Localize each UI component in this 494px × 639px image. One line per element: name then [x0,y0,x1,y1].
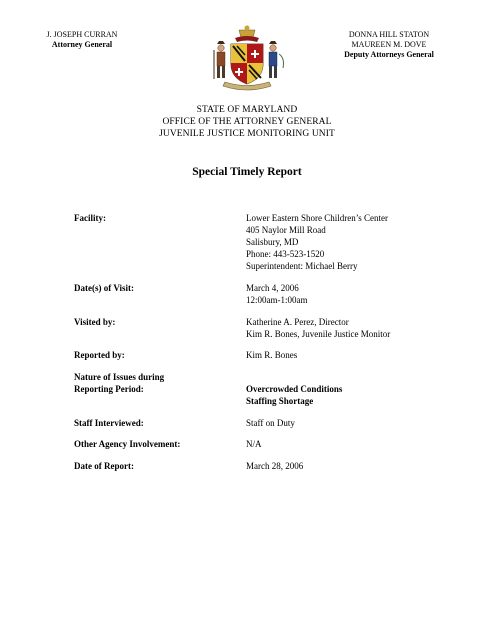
label-line: Reported by: [74,350,125,360]
value-line: Staff on Duty [246,418,295,428]
letterhead-right [314,30,464,60]
value-line: Kim R. Bones, Juvenile Justice Monitor [246,329,391,339]
value-line: March 4, 2006 [246,283,299,293]
deputy-title: Deputy Attorneys General [344,50,434,59]
label-line: Facility: [74,213,106,223]
value-line: March 28, 2006 [246,461,304,471]
field-label [74,212,234,224]
deputy-name-2: MAUREEN M. DOVE [351,40,427,49]
value-line: Lower Eastern Shore Children’s Center [246,213,388,223]
field-value [246,460,446,472]
label-line: Visited by: [74,317,116,327]
field-value [246,282,446,306]
field-label [74,349,234,361]
value-line: 405 Naylor Mill Road [246,225,326,235]
label-line: Reporting Period: [74,384,144,394]
office-line: OFFICE OF THE ATTORNEY GENERAL [162,117,332,127]
deputy-name-1: DONNA HILL STATON [348,30,430,39]
label-line: Date of Report: [74,461,134,471]
value-line: N/A [246,439,262,449]
label-line: Date(s) of Visit: [74,283,134,293]
office-line: STATE OF MARYLAND [196,105,298,115]
report-title: Special Timely Report [192,166,302,178]
field-label [74,316,234,328]
field-label [74,417,234,429]
value-line: 12:00am-1:00am [246,295,308,305]
field-label [74,282,234,294]
field-label [74,371,234,395]
field-value [246,438,446,450]
maryland-seal-icon [205,24,289,94]
office-line: JUVENILE JUSTICE MONITORING UNIT [159,129,335,139]
label-line: Other Agency Involvement: [74,439,181,449]
attorney-general-title: Attorney General [51,40,113,49]
attorney-general-name: J. JOSEPH CURRAN [46,30,118,39]
value-line: Katherine A. Perez, Director [246,317,349,327]
field-value [246,349,446,361]
field-value [246,212,446,272]
label-line: Staff Interviewed: [74,418,144,428]
value-line: Overcrowded Conditions [246,384,343,394]
value-line: Staffing Shortage [246,396,314,406]
value-line: Phone: 443-523-1520 [246,249,325,259]
label-line: Nature of Issues during [74,372,165,382]
office-heading [0,104,494,140]
value-line: Salisbury, MD [246,237,299,247]
field-value [246,371,446,407]
letterhead-left [22,30,142,50]
field-label [74,460,234,472]
field-label [74,438,234,450]
field-value [246,417,446,429]
field-value [246,316,446,340]
value-line: Kim R. Bones [246,350,298,360]
value-line: Superintendent: Michael Berry [246,261,358,271]
